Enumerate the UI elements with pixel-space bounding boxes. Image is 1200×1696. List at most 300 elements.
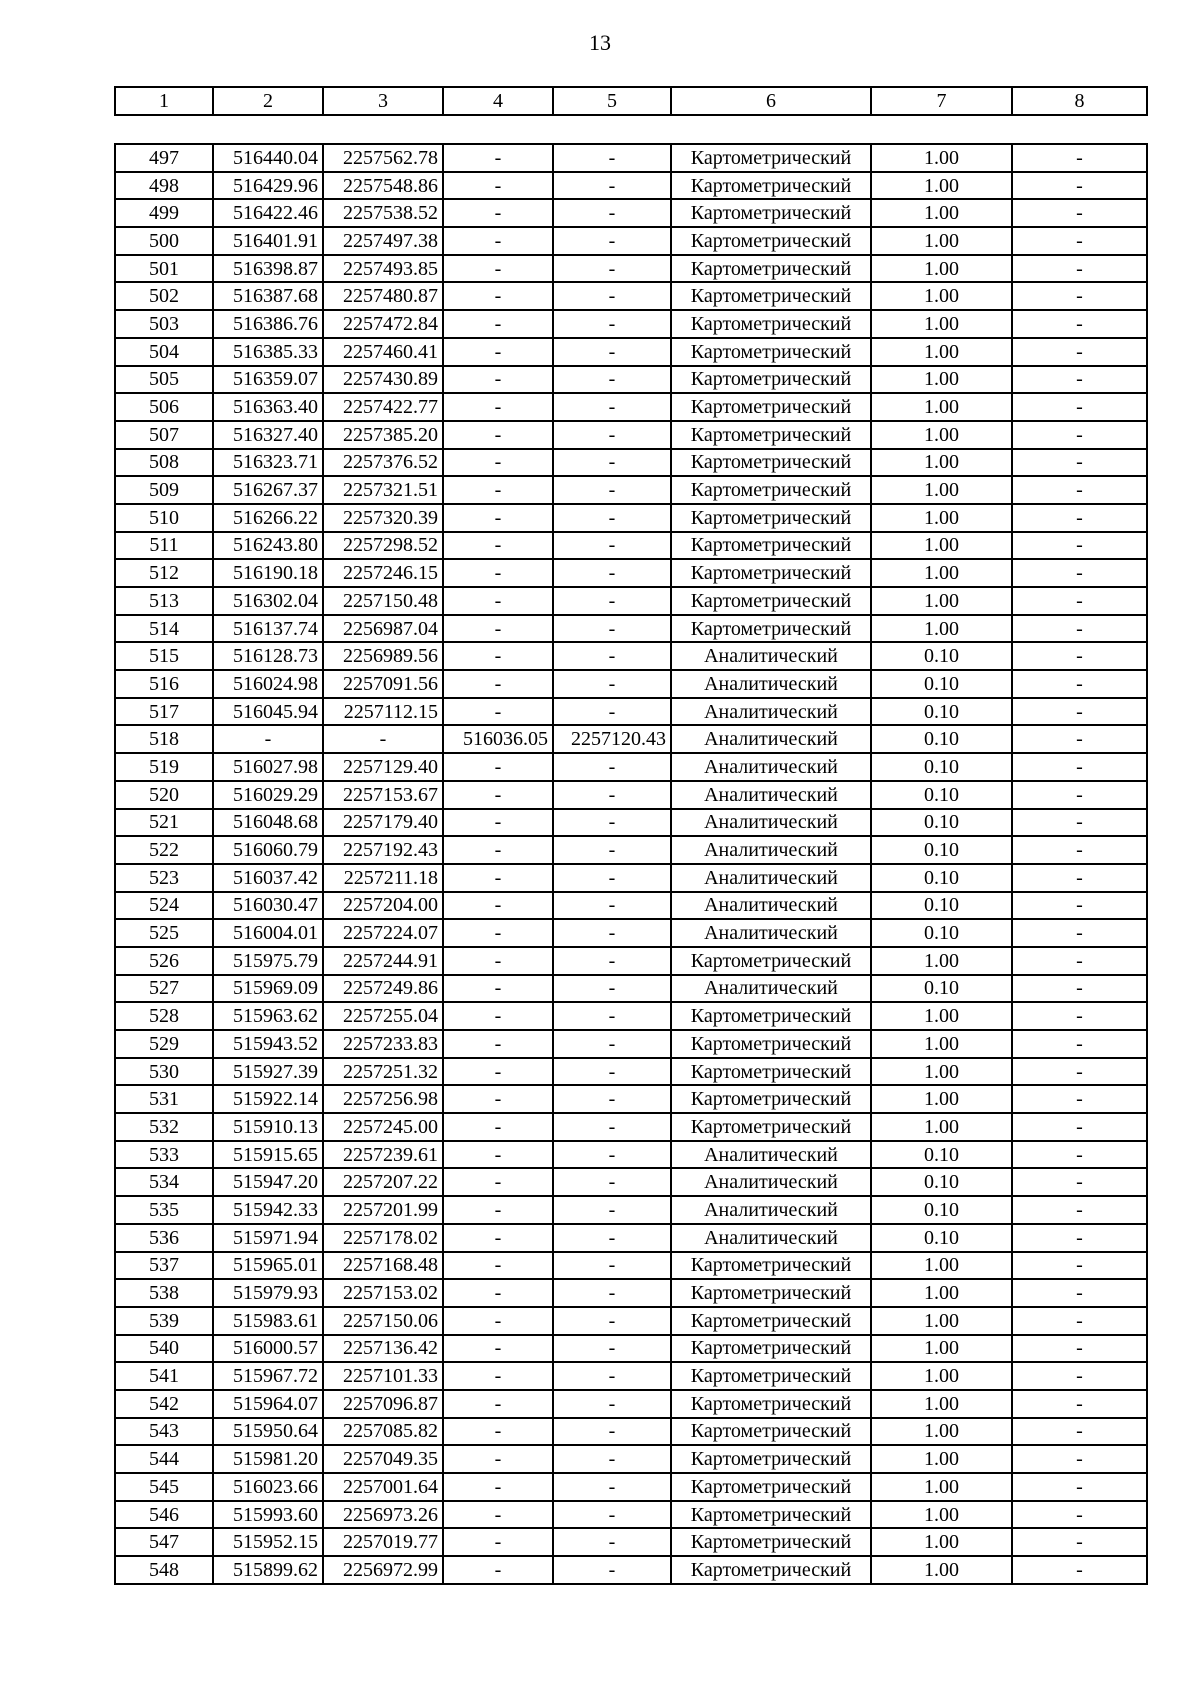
table-row — [115, 642, 1147, 670]
x-new-cell: - — [443, 1528, 553, 1556]
accuracy-cell: 0.10 — [871, 919, 1012, 947]
x-new-cell: - — [443, 1473, 553, 1501]
point-number-cell: 545 — [115, 1473, 213, 1501]
y-coordinate-cell: 2257096.87 — [323, 1390, 443, 1418]
y-coordinate-cell: 2257245.00 — [323, 1113, 443, 1141]
point-number-cell: 521 — [115, 809, 213, 837]
x-new-cell: - — [443, 227, 553, 255]
method-cell: Картометрический — [671, 227, 871, 255]
method-cell: Аналитический — [671, 725, 871, 753]
x-coordinate-cell: 515952.15 — [213, 1528, 323, 1556]
y-new-cell: - — [553, 864, 671, 892]
table-row — [115, 1085, 1147, 1113]
point-number-cell: 547 — [115, 1528, 213, 1556]
y-new-cell: - — [553, 1556, 671, 1584]
accuracy-cell: 0.10 — [871, 781, 1012, 809]
y-new-cell: - — [553, 532, 671, 560]
method-cell: Картометрический — [671, 421, 871, 449]
accuracy-cell: 1.00 — [871, 476, 1012, 504]
header-cell: 5 — [553, 87, 671, 115]
method-cell: Аналитический — [671, 836, 871, 864]
x-new-cell: - — [443, 809, 553, 837]
point-number-cell: 536 — [115, 1224, 213, 1252]
accuracy-cell: 1.00 — [871, 1418, 1012, 1446]
y-new-cell: - — [553, 781, 671, 809]
x-new-cell: - — [443, 338, 553, 366]
y-coordinate-cell: 2256989.56 — [323, 642, 443, 670]
x-coordinate-cell: 515967.72 — [213, 1362, 323, 1390]
y-new-cell: - — [553, 172, 671, 200]
y-new-cell: - — [553, 1445, 671, 1473]
method-cell: Аналитический — [671, 1168, 871, 1196]
accuracy-cell: 0.10 — [871, 892, 1012, 920]
table-row — [115, 587, 1147, 615]
method-cell: Картометрический — [671, 1418, 871, 1446]
table-row — [115, 366, 1147, 394]
y-coordinate-cell: 2257256.98 — [323, 1085, 443, 1113]
y-new-cell: - — [553, 255, 671, 283]
y-coordinate-cell: 2257129.40 — [323, 753, 443, 781]
accuracy-cell: 0.10 — [871, 836, 1012, 864]
x-new-cell: - — [443, 421, 553, 449]
y-new-cell: - — [553, 1390, 671, 1418]
y-coordinate-cell: 2257548.86 — [323, 172, 443, 200]
table-row — [115, 670, 1147, 698]
x-new-cell: - — [443, 310, 553, 338]
note-cell: - — [1012, 1307, 1147, 1335]
method-cell: Аналитический — [671, 698, 871, 726]
note-cell: - — [1012, 1085, 1147, 1113]
table-row — [115, 1252, 1147, 1280]
y-coordinate-cell: 2257298.52 — [323, 532, 443, 560]
x-coordinate-cell: 515943.52 — [213, 1030, 323, 1058]
point-number-cell: 528 — [115, 1002, 213, 1030]
table-row — [115, 1528, 1147, 1556]
y-coordinate-cell: 2257019.77 — [323, 1528, 443, 1556]
y-new-cell: - — [553, 199, 671, 227]
x-coordinate-cell: 516027.98 — [213, 753, 323, 781]
note-cell: - — [1012, 781, 1147, 809]
x-new-cell: - — [443, 1002, 553, 1030]
y-coordinate-cell: 2257376.52 — [323, 449, 443, 477]
note-cell: - — [1012, 1141, 1147, 1169]
note-cell: - — [1012, 1528, 1147, 1556]
y-coordinate-cell: 2257239.61 — [323, 1141, 443, 1169]
method-cell: Картометрический — [671, 1085, 871, 1113]
x-new-cell: - — [443, 947, 553, 975]
method-cell: Картометрический — [671, 476, 871, 504]
x-new-cell: - — [443, 532, 553, 560]
method-cell: Картометрический — [671, 947, 871, 975]
method-cell: Картометрический — [671, 532, 871, 560]
note-cell: - — [1012, 892, 1147, 920]
point-number-cell: 535 — [115, 1196, 213, 1224]
method-cell: Картометрический — [671, 1002, 871, 1030]
point-number-cell: 548 — [115, 1556, 213, 1584]
y-new-cell: - — [553, 1279, 671, 1307]
y-new-cell: - — [553, 975, 671, 1003]
x-coordinate-cell: 516398.87 — [213, 255, 323, 283]
header-row — [115, 87, 1147, 115]
point-number-cell: 513 — [115, 587, 213, 615]
x-coordinate-cell: 516440.04 — [213, 144, 323, 172]
point-number-cell: 511 — [115, 532, 213, 560]
y-coordinate-cell: 2257153.02 — [323, 1279, 443, 1307]
accuracy-cell: 1.00 — [871, 1058, 1012, 1086]
y-new-cell: - — [553, 366, 671, 394]
header-cell: 1 — [115, 87, 213, 115]
table-row — [115, 421, 1147, 449]
accuracy-cell: 0.10 — [871, 670, 1012, 698]
table-row — [115, 310, 1147, 338]
y-new-cell: - — [553, 1113, 671, 1141]
x-new-cell: - — [443, 1058, 553, 1086]
x-coordinate-cell: 516323.71 — [213, 449, 323, 477]
table-row — [115, 449, 1147, 477]
x-new-cell: - — [443, 1113, 553, 1141]
x-coordinate-cell: 516267.37 — [213, 476, 323, 504]
x-coordinate-cell: 516266.22 — [213, 504, 323, 532]
table-row — [115, 144, 1147, 172]
note-cell: - — [1012, 670, 1147, 698]
note-cell: - — [1012, 310, 1147, 338]
accuracy-cell: 1.00 — [871, 366, 1012, 394]
y-new-cell: 2257120.43 — [553, 725, 671, 753]
note-cell: - — [1012, 1252, 1147, 1280]
note-cell: - — [1012, 1362, 1147, 1390]
y-new-cell: - — [553, 1362, 671, 1390]
y-new-cell: - — [553, 144, 671, 172]
table-row — [115, 1445, 1147, 1473]
method-cell: Аналитический — [671, 670, 871, 698]
method-cell: Картометрический — [671, 615, 871, 643]
point-number-cell: 531 — [115, 1085, 213, 1113]
x-coordinate-cell: 516385.33 — [213, 338, 323, 366]
point-number-cell: 515 — [115, 642, 213, 670]
point-number-cell: 498 — [115, 172, 213, 200]
y-new-cell: - — [553, 1501, 671, 1529]
y-coordinate-cell: 2257211.18 — [323, 864, 443, 892]
x-coordinate-cell: 515922.14 — [213, 1085, 323, 1113]
y-coordinate-cell: 2257246.15 — [323, 559, 443, 587]
table-row — [115, 172, 1147, 200]
y-new-cell: - — [553, 504, 671, 532]
y-coordinate-cell: 2257192.43 — [323, 836, 443, 864]
x-coordinate-cell: 516000.57 — [213, 1335, 323, 1363]
method-cell: Картометрический — [671, 282, 871, 310]
y-new-cell: - — [553, 282, 671, 310]
accuracy-cell: 1.00 — [871, 172, 1012, 200]
accuracy-cell: 1.00 — [871, 1390, 1012, 1418]
y-new-cell: - — [553, 1141, 671, 1169]
accuracy-cell: 1.00 — [871, 282, 1012, 310]
x-coordinate-cell: 516359.07 — [213, 366, 323, 394]
x-coordinate-cell: 516023.66 — [213, 1473, 323, 1501]
method-cell: Картометрический — [671, 1445, 871, 1473]
y-coordinate-cell: 2257153.67 — [323, 781, 443, 809]
table-row — [115, 1196, 1147, 1224]
point-number-cell: 504 — [115, 338, 213, 366]
point-number-cell: 533 — [115, 1141, 213, 1169]
table-row — [115, 1030, 1147, 1058]
table-row — [115, 227, 1147, 255]
accuracy-cell: 1.00 — [871, 947, 1012, 975]
x-coordinate-cell: 515983.61 — [213, 1307, 323, 1335]
note-cell: - — [1012, 366, 1147, 394]
method-cell: Аналитический — [671, 919, 871, 947]
table-row — [115, 809, 1147, 837]
y-coordinate-cell: 2257497.38 — [323, 227, 443, 255]
y-coordinate-cell: 2257207.22 — [323, 1168, 443, 1196]
method-cell: Аналитический — [671, 892, 871, 920]
accuracy-cell: 0.10 — [871, 1196, 1012, 1224]
x-new-cell: - — [443, 1196, 553, 1224]
y-new-cell: - — [553, 1002, 671, 1030]
point-number-cell: 499 — [115, 199, 213, 227]
point-number-cell: 534 — [115, 1168, 213, 1196]
accuracy-cell: 0.10 — [871, 725, 1012, 753]
coordinates-table — [114, 143, 1148, 1585]
y-coordinate-cell: 2257251.32 — [323, 1058, 443, 1086]
y-new-cell: - — [553, 1335, 671, 1363]
note-cell: - — [1012, 1390, 1147, 1418]
x-coordinate-cell: 516060.79 — [213, 836, 323, 864]
point-number-cell: 505 — [115, 366, 213, 394]
note-cell: - — [1012, 532, 1147, 560]
point-number-cell: 502 — [115, 282, 213, 310]
y-coordinate-cell: 2257001.64 — [323, 1473, 443, 1501]
x-new-cell: - — [443, 504, 553, 532]
x-new-cell: - — [443, 1252, 553, 1280]
accuracy-cell: 1.00 — [871, 559, 1012, 587]
x-new-cell: - — [443, 1445, 553, 1473]
note-cell: - — [1012, 227, 1147, 255]
note-cell: - — [1012, 1224, 1147, 1252]
y-new-cell: - — [553, 1085, 671, 1113]
x-new-cell: - — [443, 1030, 553, 1058]
x-new-cell: - — [443, 1362, 553, 1390]
y-new-cell: - — [553, 1196, 671, 1224]
x-new-cell: - — [443, 1168, 553, 1196]
x-coordinate-cell: 515964.07 — [213, 1390, 323, 1418]
method-cell: Картометрический — [671, 1307, 871, 1335]
x-coordinate-cell: 516429.96 — [213, 172, 323, 200]
accuracy-cell: 0.10 — [871, 975, 1012, 1003]
point-number-cell: 517 — [115, 698, 213, 726]
point-number-cell: 507 — [115, 421, 213, 449]
y-coordinate-cell: 2257255.04 — [323, 1002, 443, 1030]
table-row — [115, 282, 1147, 310]
note-cell: - — [1012, 1113, 1147, 1141]
x-coordinate-cell: 515979.93 — [213, 1279, 323, 1307]
point-number-cell: 506 — [115, 393, 213, 421]
point-number-cell: 540 — [115, 1335, 213, 1363]
x-coordinate-cell: 515899.62 — [213, 1556, 323, 1584]
note-cell: - — [1012, 449, 1147, 477]
x-coordinate-cell: 515981.20 — [213, 1445, 323, 1473]
note-cell: - — [1012, 338, 1147, 366]
x-coordinate-cell: 515963.62 — [213, 1002, 323, 1030]
accuracy-cell: 1.00 — [871, 1501, 1012, 1529]
method-cell: Картометрический — [671, 366, 871, 394]
y-new-cell: - — [553, 476, 671, 504]
x-coordinate-cell: 516045.94 — [213, 698, 323, 726]
accuracy-cell: 1.00 — [871, 393, 1012, 421]
x-coordinate-cell: 516363.40 — [213, 393, 323, 421]
method-cell: Картометрический — [671, 1556, 871, 1584]
method-cell: Картометрический — [671, 1058, 871, 1086]
y-coordinate-cell: 2257320.39 — [323, 504, 443, 532]
y-new-cell: - — [553, 310, 671, 338]
table-row — [115, 975, 1147, 1003]
y-coordinate-cell: 2257085.82 — [323, 1418, 443, 1446]
point-number-cell: 538 — [115, 1279, 213, 1307]
y-coordinate-cell: 2257472.84 — [323, 310, 443, 338]
accuracy-cell: 1.00 — [871, 1307, 1012, 1335]
x-new-cell: - — [443, 836, 553, 864]
x-new-cell: - — [443, 1279, 553, 1307]
y-new-cell: - — [553, 1030, 671, 1058]
x-new-cell: - — [443, 393, 553, 421]
x-coordinate-cell: 516024.98 — [213, 670, 323, 698]
point-number-cell: 543 — [115, 1418, 213, 1446]
y-coordinate-cell: 2257538.52 — [323, 199, 443, 227]
point-number-cell: 525 — [115, 919, 213, 947]
accuracy-cell: 1.00 — [871, 1252, 1012, 1280]
table-row — [115, 1473, 1147, 1501]
note-cell: - — [1012, 1418, 1147, 1446]
x-coordinate-cell: 516137.74 — [213, 615, 323, 643]
x-new-cell: - — [443, 1224, 553, 1252]
point-number-cell: 523 — [115, 864, 213, 892]
y-new-cell: - — [553, 836, 671, 864]
x-coordinate-cell: 516037.42 — [213, 864, 323, 892]
note-cell: - — [1012, 1279, 1147, 1307]
table-row — [115, 1224, 1147, 1252]
note-cell: - — [1012, 1445, 1147, 1473]
y-coordinate-cell: 2257136.42 — [323, 1335, 443, 1363]
accuracy-cell: 1.00 — [871, 1030, 1012, 1058]
method-cell: Картометрический — [671, 1473, 871, 1501]
y-new-cell: - — [553, 892, 671, 920]
table-row — [115, 698, 1147, 726]
accuracy-cell: 1.00 — [871, 421, 1012, 449]
point-number-cell: 537 — [115, 1252, 213, 1280]
accuracy-cell: 1.00 — [871, 338, 1012, 366]
y-coordinate-cell: 2257168.48 — [323, 1252, 443, 1280]
y-new-cell: - — [553, 642, 671, 670]
table-row — [115, 1113, 1147, 1141]
x-new-cell: - — [443, 255, 553, 283]
x-new-cell: - — [443, 864, 553, 892]
note-cell: - — [1012, 809, 1147, 837]
table-row — [115, 836, 1147, 864]
note-cell: - — [1012, 753, 1147, 781]
point-number-cell: 524 — [115, 892, 213, 920]
accuracy-cell: 1.00 — [871, 532, 1012, 560]
y-coordinate-cell: 2257480.87 — [323, 282, 443, 310]
x-coordinate-cell: 515950.64 — [213, 1418, 323, 1446]
point-number-cell: 546 — [115, 1501, 213, 1529]
table-row — [115, 725, 1147, 753]
page-number: 13 — [589, 30, 611, 55]
header-cell: 2 — [213, 87, 323, 115]
note-cell: - — [1012, 1473, 1147, 1501]
accuracy-cell: 0.10 — [871, 753, 1012, 781]
x-new-cell: - — [443, 1390, 553, 1418]
method-cell: Картометрический — [671, 1390, 871, 1418]
accuracy-cell: 1.00 — [871, 255, 1012, 283]
note-cell: - — [1012, 255, 1147, 283]
accuracy-cell: 1.00 — [871, 144, 1012, 172]
accuracy-cell: 1.00 — [871, 1335, 1012, 1363]
table-row — [115, 1390, 1147, 1418]
x-new-cell: - — [443, 559, 553, 587]
accuracy-cell: 1.00 — [871, 1085, 1012, 1113]
x-new-cell: - — [443, 1556, 553, 1584]
x-coordinate-cell: 516327.40 — [213, 421, 323, 449]
header-cell: 6 — [671, 87, 871, 115]
method-cell: Картометрический — [671, 338, 871, 366]
note-cell: - — [1012, 975, 1147, 1003]
header-cell: 3 — [323, 87, 443, 115]
note-cell: - — [1012, 1058, 1147, 1086]
x-coordinate-cell: 516302.04 — [213, 587, 323, 615]
y-new-cell: - — [553, 587, 671, 615]
note-cell: - — [1012, 642, 1147, 670]
method-cell: Аналитический — [671, 642, 871, 670]
x-coordinate-cell: 516422.46 — [213, 199, 323, 227]
method-cell: Аналитический — [671, 975, 871, 1003]
x-new-cell: - — [443, 698, 553, 726]
note-cell: - — [1012, 919, 1147, 947]
x-coordinate-cell: 515947.20 — [213, 1168, 323, 1196]
method-cell: Аналитический — [671, 1224, 871, 1252]
point-number-cell: 527 — [115, 975, 213, 1003]
y-new-cell: - — [553, 338, 671, 366]
y-new-cell: - — [553, 615, 671, 643]
x-coordinate-cell: 516386.76 — [213, 310, 323, 338]
note-cell: - — [1012, 1168, 1147, 1196]
point-number-cell: 516 — [115, 670, 213, 698]
x-new-cell: - — [443, 919, 553, 947]
x-coordinate-cell: 516128.73 — [213, 642, 323, 670]
table-row — [115, 1362, 1147, 1390]
y-new-cell: - — [553, 1168, 671, 1196]
accuracy-cell: 1.00 — [871, 615, 1012, 643]
table-row — [115, 1058, 1147, 1086]
table-row — [115, 1002, 1147, 1030]
x-coordinate-cell: 516030.47 — [213, 892, 323, 920]
y-new-cell: - — [553, 919, 671, 947]
point-number-cell: 529 — [115, 1030, 213, 1058]
table-row — [115, 892, 1147, 920]
header-cell: 8 — [1012, 87, 1147, 115]
point-number-cell: 510 — [115, 504, 213, 532]
y-new-cell: - — [553, 947, 671, 975]
x-coordinate-cell: 516401.91 — [213, 227, 323, 255]
method-cell: Аналитический — [671, 809, 871, 837]
x-coordinate-cell: 515927.39 — [213, 1058, 323, 1086]
y-new-cell: - — [553, 449, 671, 477]
x-new-cell: - — [443, 1141, 553, 1169]
note-cell: - — [1012, 836, 1147, 864]
note-cell: - — [1012, 504, 1147, 532]
note-cell: - — [1012, 199, 1147, 227]
y-coordinate-cell: 2257201.99 — [323, 1196, 443, 1224]
y-coordinate-cell: 2257244.91 — [323, 947, 443, 975]
note-cell: - — [1012, 698, 1147, 726]
